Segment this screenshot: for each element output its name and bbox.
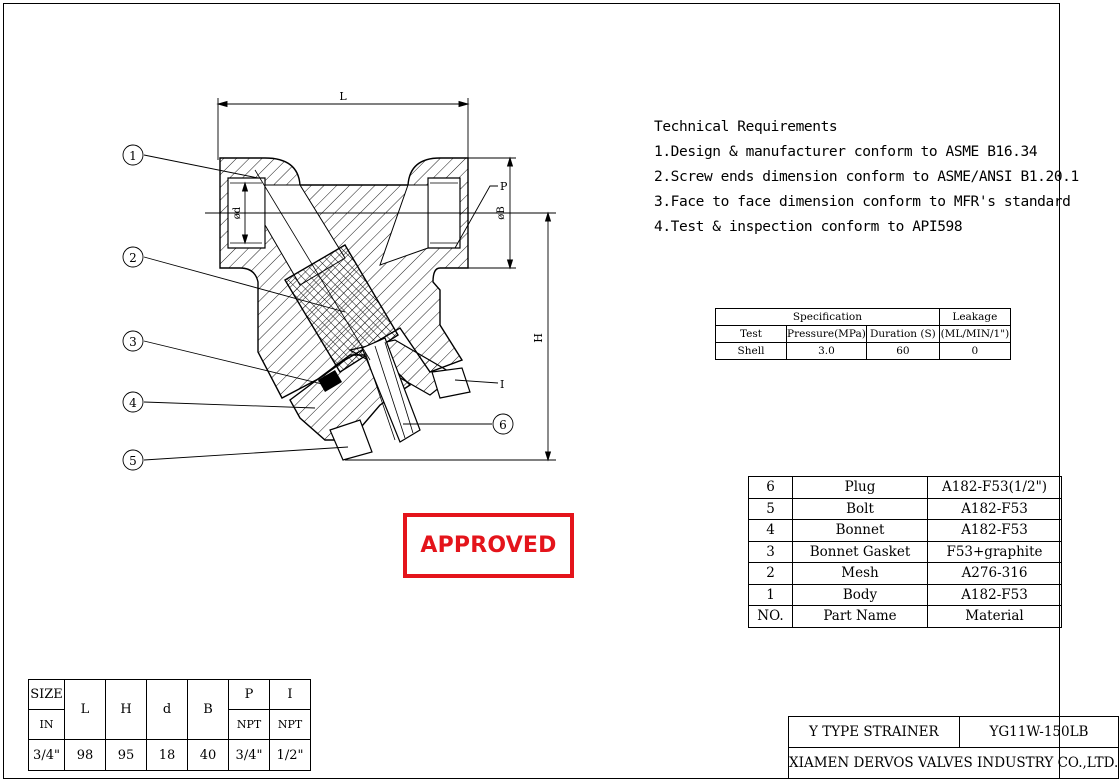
balloon-2-label: 2 <box>129 251 137 265</box>
P-npt: NPT <box>229 710 270 740</box>
part-no: 1 <box>749 584 793 606</box>
table-row <box>749 477 1062 499</box>
tech-item-4: 4.Test & inspection conform to API598 <box>654 219 963 235</box>
size-value: 3/4" <box>29 740 65 771</box>
company-name: XIAMEN DERVOS VALVES INDUSTRY CO.,LTD. <box>789 748 1119 779</box>
P-value: 3/4" <box>229 740 270 771</box>
balloon-5-label: 5 <box>129 454 137 468</box>
product-name: Y TYPE STRAINER <box>789 717 960 748</box>
balloon-4-label: 4 <box>129 396 137 410</box>
part-material: A182-F53 <box>928 498 1062 520</box>
leakage-value: 0 <box>939 343 1010 360</box>
table-row <box>749 584 1062 606</box>
specification-table <box>715 308 1011 360</box>
test-value: Shell <box>716 343 787 360</box>
L-header: L <box>65 680 106 740</box>
header-no: NO. <box>749 606 793 628</box>
table-header-row <box>749 606 1062 628</box>
leader-label-P: P <box>500 180 508 193</box>
part-name: Bonnet Gasket <box>793 541 928 563</box>
part-material: A182-F53(1/2") <box>928 477 1062 499</box>
P-header: P <box>229 680 270 710</box>
part-material: A276-316 <box>928 563 1062 585</box>
dim-label-L: L <box>339 90 347 103</box>
size-header: SIZE <box>29 680 65 710</box>
table-row <box>749 498 1062 520</box>
dim-label-H: H <box>532 333 545 343</box>
title-block <box>788 716 1119 779</box>
pressure-header: Pressure(MPa) <box>787 326 867 343</box>
header-part-name: Part Name <box>793 606 928 628</box>
part-material: A182-F53 <box>928 584 1062 606</box>
d-value: 18 <box>147 740 188 771</box>
B-header: B <box>188 680 229 740</box>
in-header: IN <box>29 710 65 740</box>
size-table <box>28 679 311 771</box>
duration-header: Duration (S) <box>866 326 939 343</box>
balloon-3-label: 3 <box>129 335 137 349</box>
pressure-value: 3.0 <box>787 343 867 360</box>
tech-heading: Technical Requirements <box>654 119 838 135</box>
tech-item-3: 3.Face to face dimension conform to MFR's standard <box>654 194 1071 210</box>
I-header: I <box>270 680 311 710</box>
part-name: Body <box>793 584 928 606</box>
leakage-unit: (ML/MIN/1") <box>939 326 1010 343</box>
stamp-text: APPROVED <box>420 533 557 558</box>
H-value: 95 <box>106 740 147 771</box>
H-header: H <box>106 680 147 740</box>
approved-stamp <box>403 513 574 578</box>
test-header: Test <box>716 326 787 343</box>
spec-header: Specification <box>716 309 940 326</box>
duration-value: 60 <box>866 343 939 360</box>
L-value: 98 <box>65 740 106 771</box>
part-material: A182-F53 <box>928 520 1062 542</box>
header-material: Material <box>928 606 1062 628</box>
model-number: YG11W-150LB <box>959 717 1119 748</box>
part-material: F53+graphite <box>928 541 1062 563</box>
tech-item-2: 2.Screw ends dimension conform to ASME/ANSI B1.20.1 <box>654 169 1079 185</box>
part-name: Mesh <box>793 563 928 585</box>
I-npt: NPT <box>270 710 311 740</box>
part-no: 3 <box>749 541 793 563</box>
tech-item-1: 1.Design & manufacturer conform to ASME B16.34 <box>654 144 1038 160</box>
parts-list-table <box>748 476 1062 628</box>
technical-requirements <box>654 115 1079 240</box>
table-row <box>749 563 1062 585</box>
I-value: 1/2" <box>270 740 311 771</box>
part-name: Bolt <box>793 498 928 520</box>
B-value: 40 <box>188 740 229 771</box>
balloon-6-label: 6 <box>499 418 507 432</box>
part-name: Bonnet <box>793 520 928 542</box>
part-no: 2 <box>749 563 793 585</box>
part-name: Plug <box>793 477 928 499</box>
leakage-header: Leakage <box>939 309 1010 326</box>
part-no: 6 <box>749 477 793 499</box>
table-row <box>749 520 1062 542</box>
part-no: 4 <box>749 520 793 542</box>
dim-label-d: ød <box>232 206 243 220</box>
part-no: 5 <box>749 498 793 520</box>
balloon-1-label: 1 <box>129 149 137 163</box>
dim-label-B: øB <box>496 206 507 220</box>
dimension-L <box>218 98 468 160</box>
table-row <box>749 541 1062 563</box>
d-header: d <box>147 680 188 740</box>
leader-label-I: I <box>500 378 505 391</box>
